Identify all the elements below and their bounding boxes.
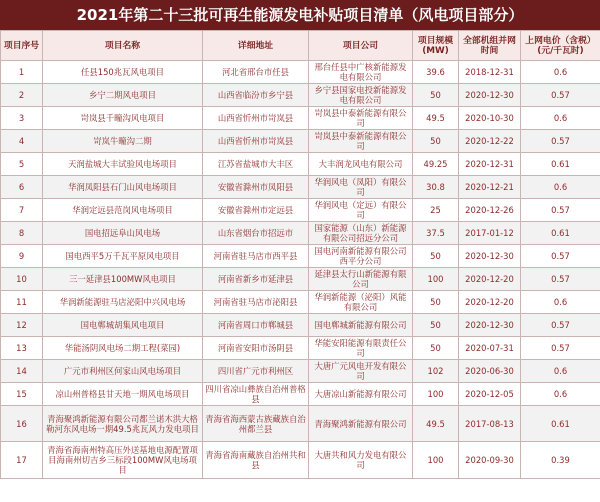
cell-scale: 50 (413, 245, 459, 268)
cell-project-name: 广元市利州区何家山风电场项目 (43, 360, 203, 383)
cell-company: 华润新能源（泌阳）风能有限公司 (309, 291, 413, 314)
cell-company: 大唐广元风电开发有限公司 (309, 360, 413, 383)
cell-price: 0.57 (521, 245, 600, 268)
cell-grid-time: 2020-12-26 (459, 199, 521, 222)
cell-scale: 50 (413, 314, 459, 337)
cell-project-name: 华润新能源驻马店泌阳中兴风电场 (43, 291, 203, 314)
cell-scale: 30.8 (413, 176, 459, 199)
cell-index: 13 (1, 337, 43, 360)
cell-address: 江苏省盐城市大丰区 (203, 153, 309, 176)
cell-price: 0.61 (521, 222, 600, 245)
cell-company: 华润风电（凤阳）有限公司 (309, 176, 413, 199)
cell-index: 7 (1, 199, 43, 222)
cell-grid-time: 2020-12-21 (459, 176, 521, 199)
cell-price: 0.39 (521, 442, 600, 479)
cell-company: 大唐共和风力发电有限公司 (309, 442, 413, 479)
cell-scale: 25 (413, 199, 459, 222)
cell-company: 延津县太行山新能源有限公司 (309, 268, 413, 291)
cell-scale: 100 (413, 442, 459, 479)
header-index: 项目序号 (1, 31, 43, 61)
table-row (1, 383, 600, 406)
cell-address: 河南省周口市郸城县 (203, 314, 309, 337)
cell-project-name: 华润凤阳县石门山风电场项目 (43, 176, 203, 199)
table-row (1, 442, 600, 479)
cell-grid-time: 2020-12-30 (459, 245, 521, 268)
cell-address: 四川省凉山彝族自治州普格县 (203, 383, 309, 406)
cell-grid-time: 2017-01-12 (459, 222, 521, 245)
cell-grid-time: 2020-12-22 (459, 130, 521, 153)
cell-grid-time: 2020-12-30 (459, 84, 521, 107)
cell-index: 8 (1, 222, 43, 245)
header-price: 上网电价（含税）(元/千瓦时) (521, 31, 600, 61)
cell-company: 大丰润龙风电有限公司 (309, 153, 413, 176)
cell-grid-time: 2020-12-05 (459, 383, 521, 406)
cell-address: 河北省邢台市任县 (203, 61, 309, 84)
cell-address: 河南省新乡市延津县 (203, 268, 309, 291)
cell-company: 国家能源（山东）新能源有限公司招远分公司 (309, 222, 413, 245)
cell-company: 华润风电（定远）有限公司 (309, 199, 413, 222)
cell-grid-time: 2018-12-31 (459, 61, 521, 84)
cell-project-name: 凉山州普格县甘天地一期风电场项目 (43, 383, 203, 406)
cell-scale: 100 (413, 383, 459, 406)
cell-company: 华能安阳能源有限责任公司 (309, 337, 413, 360)
cell-address: 四川省广元市利州区 (203, 360, 309, 383)
cell-project-name: 国电招远阜山风电场 (43, 222, 203, 245)
table-row (1, 360, 600, 383)
cell-grid-time: 2017-08-13 (459, 406, 521, 442)
cell-address: 青海省海西蒙古族藏族自治州都兰县 (203, 406, 309, 442)
cell-grid-time: 2020-12-20 (459, 268, 521, 291)
cell-address: 河南省驻马店市泌阳县 (203, 291, 309, 314)
cell-index: 2 (1, 84, 43, 107)
table-row (1, 222, 600, 245)
table-row (1, 107, 600, 130)
cell-index: 15 (1, 383, 43, 406)
cell-price: 0.6 (521, 291, 600, 314)
cell-project-name: 青海省海南州特高压外送基地电源配置项目海南州切吉乡三标段100MW风电场项目 (43, 442, 203, 479)
cell-company: 国电河南新能源有限公司西平分公司 (309, 245, 413, 268)
cell-project-name: 岢岚牛疃沟二期 (43, 130, 203, 153)
cell-grid-time: 2020-12-20 (459, 291, 521, 314)
cell-index: 11 (1, 291, 43, 314)
table-row (1, 314, 600, 337)
header-grid-time: 全部机组并网时间 (459, 31, 521, 61)
cell-project-name: 乡宁二期风电项目 (43, 84, 203, 107)
cell-index: 10 (1, 268, 43, 291)
table-row (1, 406, 600, 442)
header-company: 项目公司 (309, 31, 413, 61)
cell-price: 0.61 (521, 406, 600, 442)
cell-grid-time: 2020-09-30 (459, 442, 521, 479)
cell-price: 0.57 (521, 268, 600, 291)
cell-scale: 50 (413, 337, 459, 360)
cell-company: 岢岚县中泰新能源有限公司 (309, 107, 413, 130)
cell-price: 0.6 (521, 107, 600, 130)
cell-company: 大唐凉山新能源有限公司 (309, 383, 413, 406)
cell-project-name: 华润定远县范岗风电场项目 (43, 199, 203, 222)
cell-price: 0.6 (521, 61, 600, 84)
cell-grid-time: 2020-12-30 (459, 314, 521, 337)
table-row (1, 153, 600, 176)
cell-scale: 50 (413, 130, 459, 153)
cell-index: 16 (1, 406, 43, 442)
cell-company: 乡宁县国家电投新能源发电有限公司 (309, 84, 413, 107)
table-row (1, 130, 600, 153)
cell-price: 0.57 (521, 337, 600, 360)
cell-address: 山西省忻州市岢岚县 (203, 107, 309, 130)
cell-price: 0.61 (521, 153, 600, 176)
cell-project-name: 岢岚县千疃沟风电项目 (43, 107, 203, 130)
cell-address: 山西省临汾市乡宁县 (203, 84, 309, 107)
cell-scale: 100 (413, 268, 459, 291)
cell-index: 6 (1, 176, 43, 199)
cell-address: 河南省安阳市汤阴县 (203, 337, 309, 360)
table-row (1, 61, 600, 84)
cell-project-name: 青海聚鸿新能源有限公司都兰诺木洪大格勒河东风电场一期49.5兆瓦风力发电项目 (43, 406, 203, 442)
cell-scale: 102 (413, 360, 459, 383)
cell-project-name: 国电西平5万千瓦平原风电项目 (43, 245, 203, 268)
cell-scale: 50 (413, 84, 459, 107)
cell-project-name: 国电郸城胡集风电项目 (43, 314, 203, 337)
table-row (1, 245, 600, 268)
cell-index: 14 (1, 360, 43, 383)
cell-price: 0.6 (521, 176, 600, 199)
cell-scale: 49.25 (413, 153, 459, 176)
table-header-row (1, 31, 600, 61)
cell-price: 0.6 (521, 360, 600, 383)
cell-price: 0.6 (521, 383, 600, 406)
table-row (1, 268, 600, 291)
cell-scale: 50 (413, 291, 459, 314)
cell-project-name: 天润盐城大丰试验风电场项目 (43, 153, 203, 176)
cell-address: 河南省驻马店市西平县 (203, 245, 309, 268)
cell-project-name: 任县150兆瓦风电项目 (43, 61, 203, 84)
cell-price: 0.57 (521, 130, 600, 153)
cell-project-name: 三一延津县100MW风电项目 (43, 268, 203, 291)
cell-scale: 49.5 (413, 107, 459, 130)
cell-address: 安徽省滁州市凤阳县 (203, 176, 309, 199)
cell-index: 9 (1, 245, 43, 268)
cell-price: 0.57 (521, 84, 600, 107)
cell-address: 青海省海南藏族自治州共和县 (203, 442, 309, 479)
cell-scale: 37.5 (413, 222, 459, 245)
cell-scale: 49.5 (413, 406, 459, 442)
cell-price: 0.57 (521, 199, 600, 222)
header-address: 详细地址 (203, 31, 309, 61)
page-title: 2021年第二十三批可再生能源发电补贴项目清单（风电项目部分） (0, 0, 600, 30)
cell-grid-time: 2020-10-30 (459, 107, 521, 130)
table-row (1, 84, 600, 107)
cell-index: 5 (1, 153, 43, 176)
header-scale: 项目规模(MW) (413, 31, 459, 61)
cell-grid-time: 2020-06-30 (459, 360, 521, 383)
cell-address: 山东省烟台市招远市 (203, 222, 309, 245)
cell-index: 3 (1, 107, 43, 130)
cell-company: 国电郸城新能源有限公司 (309, 314, 413, 337)
cell-company: 邢台任县中广核新能源发电有限公司 (309, 61, 413, 84)
cell-address: 安徽省滁州市定远县 (203, 199, 309, 222)
cell-grid-time: 2020-07-31 (459, 337, 521, 360)
header-project-name: 项目名称 (43, 31, 203, 61)
cell-scale: 39.6 (413, 61, 459, 84)
table-row (1, 199, 600, 222)
cell-address: 山西省忻州市岢岚县 (203, 130, 309, 153)
table-row (1, 337, 600, 360)
cell-index: 4 (1, 130, 43, 153)
table-row (1, 176, 600, 199)
cell-company: 青海聚鸿新能源有限公司 (309, 406, 413, 442)
cell-price: 0.57 (521, 314, 600, 337)
cell-project-name: 华能汤阴风电场二期工程(菜园) (43, 337, 203, 360)
table-row (1, 291, 600, 314)
cell-index: 12 (1, 314, 43, 337)
cell-index: 17 (1, 442, 43, 479)
cell-company: 岢岚县中泰新能源有限公司 (309, 130, 413, 153)
cell-index: 1 (1, 61, 43, 84)
project-table (0, 30, 600, 479)
cell-grid-time: 2020-12-31 (459, 153, 521, 176)
